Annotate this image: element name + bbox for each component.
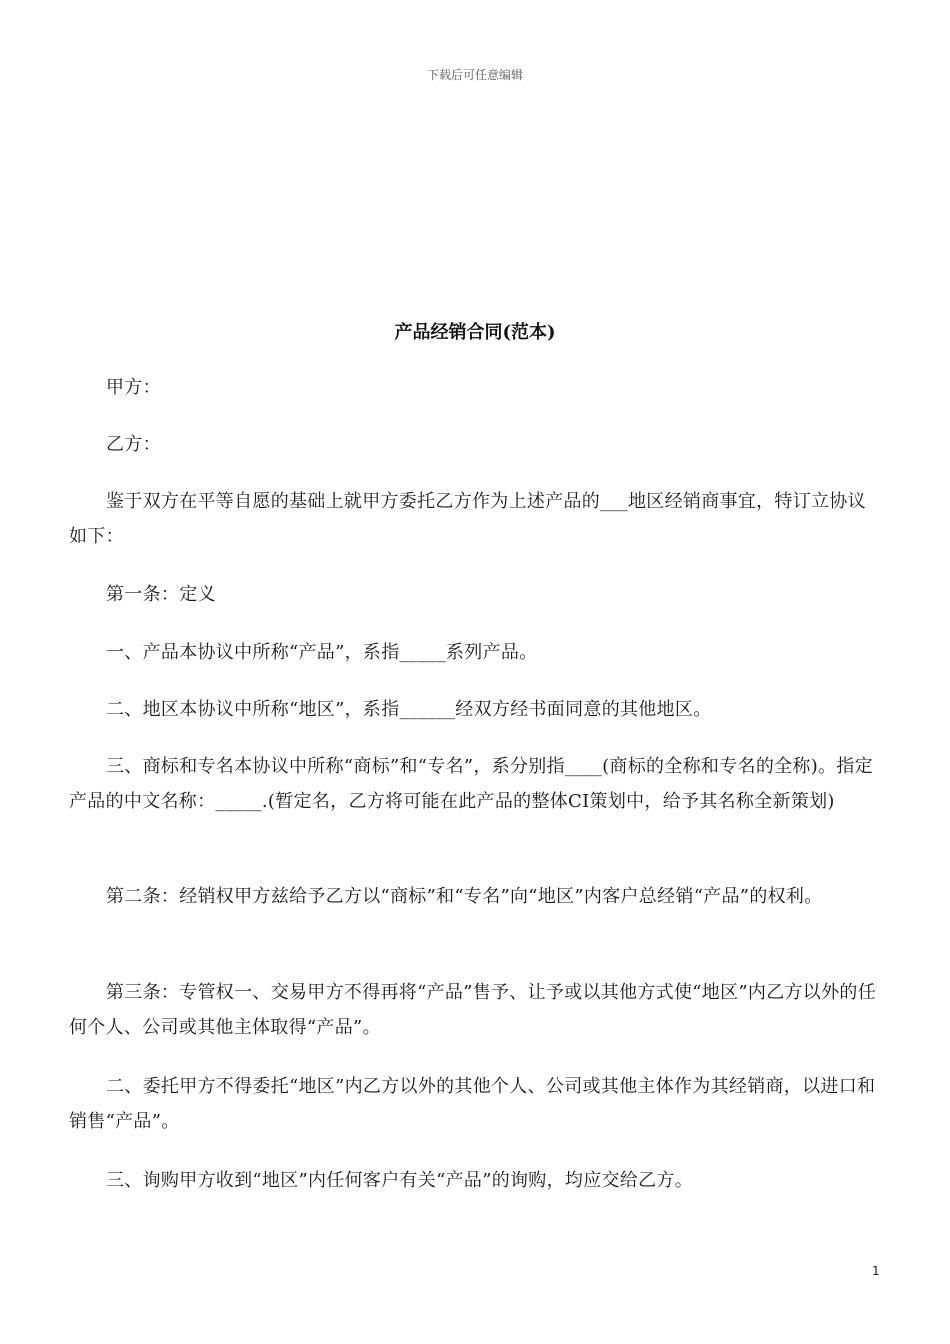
article-3-exclusive-right: 第三条：专管权一、交易甲方不得再将“产品”售予、让予或以其他方式使“地区”内乙方以外的任何个人、公司或其他主体取得“产品”。 (69, 982, 877, 1038)
clause-entrustment: 二、委托甲方不得委托“地区”内乙方以外的其他个人、公司或其他主体作为其经销商，以进口和销售“产品”。 (69, 1076, 876, 1132)
article-2-distribution-right: 第二条：经销权甲方兹给予乙方以“商标”和“专名”向“地区”内客户总经销“产品”的权利。 (106, 886, 823, 907)
article-1-heading: 第一条：定义 (106, 584, 216, 605)
page-header-note: 下载后可任意编辑 (426, 68, 523, 82)
page-number: 1 (872, 1264, 880, 1278)
clause-product-definition: 一、产品本协议中所称“产品”，系指_____系列产品。 (106, 642, 538, 663)
clause-trademark-definition: 三、商标和专名本协议中所称“商标”和“专名”，系分别指____(商标的全称和专名的全称)。指定产品的中文名称：_____.(暂定名，乙方将可能在此产品的整体CI策划中，给予其名称全新策划) (69, 756, 873, 812)
clause-inquiry: 三、询购甲方收到“地区”内任何客户有关“产品”的询购，均应交给乙方。 (106, 1170, 694, 1191)
party-a-line: 甲方： (106, 377, 161, 398)
party-b-line: 乙方： (106, 434, 161, 455)
document-title: 产品经销合同(范本) (394, 322, 556, 343)
preamble-paragraph: 鉴于双方在平等自愿的基础上就甲方委托乙方作为上述产品的___地区经销商事宜，特订立协议如下： (69, 491, 866, 547)
clause-region-definition: 二、地区本协议中所称“地区”，系指______经双方经书面同意的其他地区。 (106, 699, 712, 720)
